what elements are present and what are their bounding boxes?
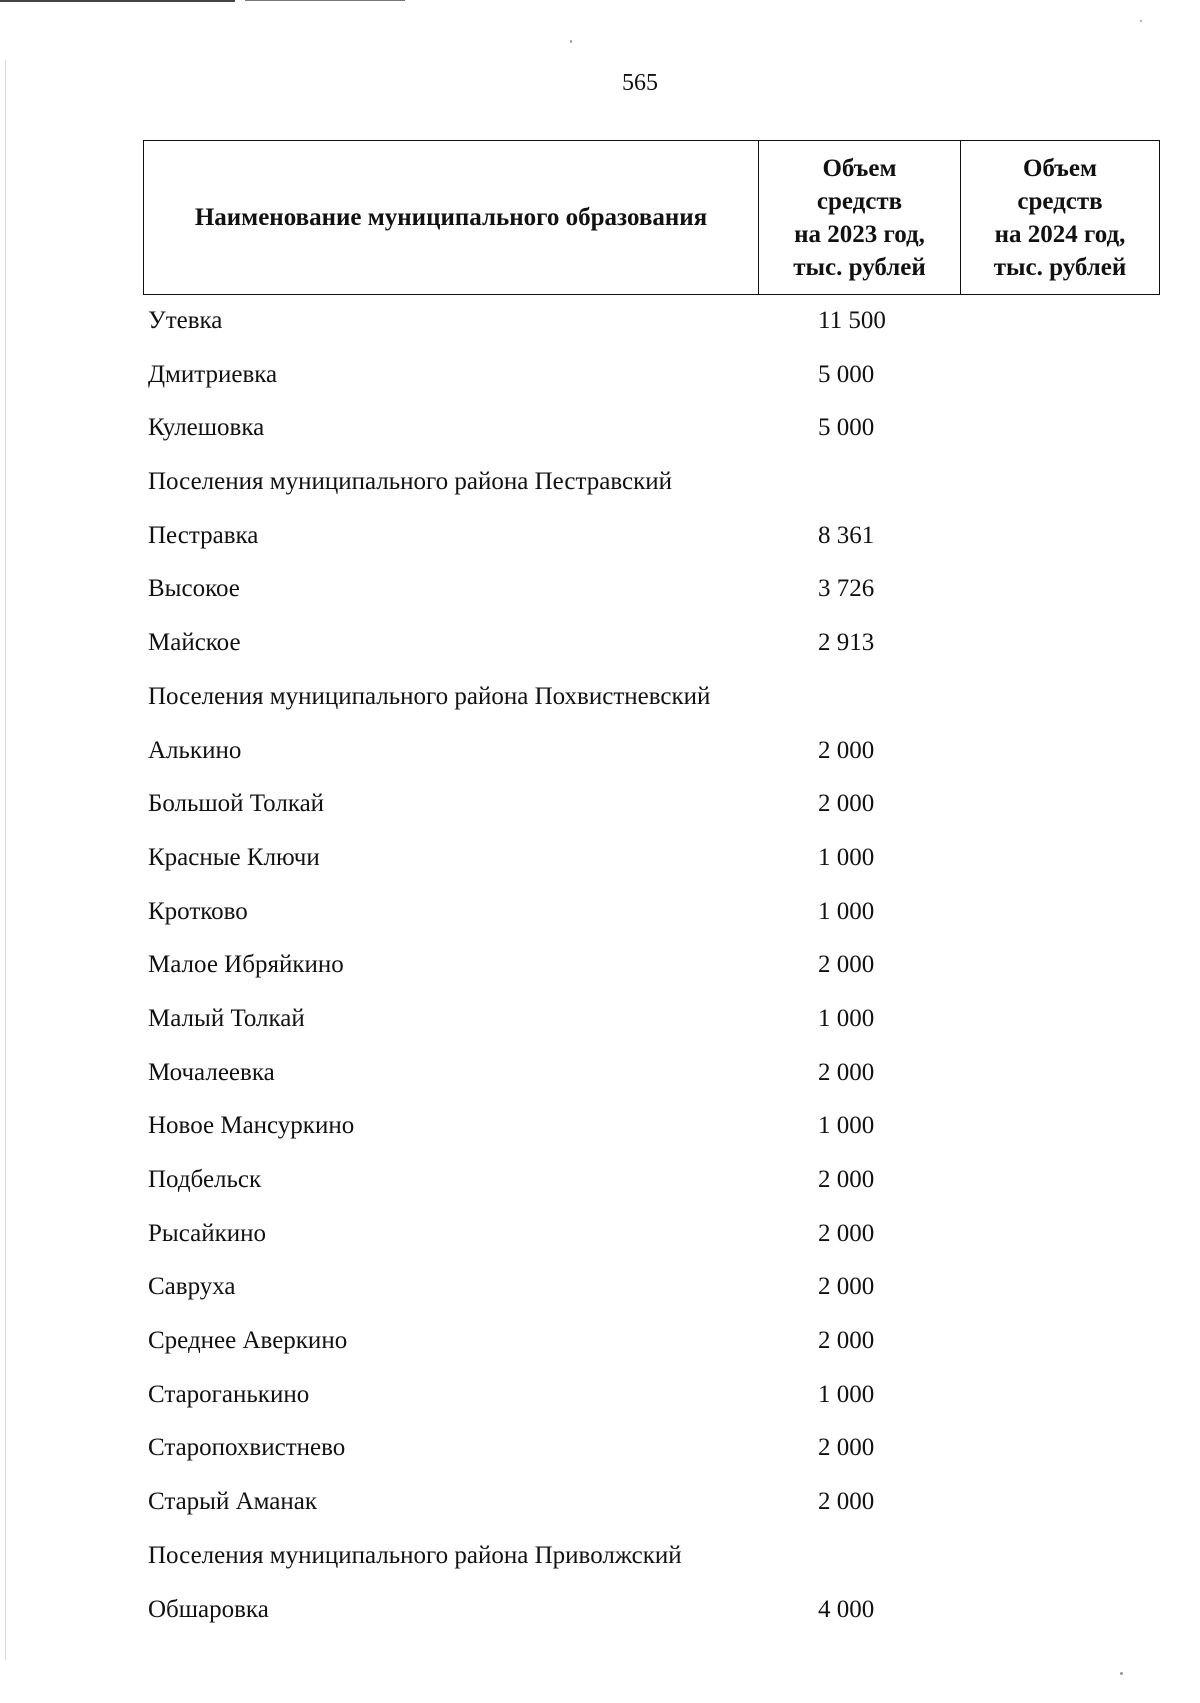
cell-name: Поселения муниципального района Похвистневский	[148, 682, 711, 710]
page-number: 565	[622, 70, 658, 96]
column-header-2023-label: Объем средств на 2023 год, тыс. рублей	[793, 154, 926, 281]
table-row	[0, 1102, 1200, 1156]
table-row	[0, 780, 1200, 834]
cell-value-2023: 2 000	[818, 790, 875, 818]
table-row	[0, 673, 1200, 727]
table-row	[0, 404, 1200, 458]
table-row	[0, 1049, 1200, 1103]
cell-value-2023: 8 361	[818, 521, 875, 549]
table-body	[0, 297, 1200, 1639]
cell-value-2023: 2 000	[818, 1219, 875, 1247]
cell-name: Утевка	[148, 307, 223, 334]
cell-value-2023: 2 913	[818, 629, 875, 657]
cell-name: Малое Ибряйкино	[148, 951, 344, 979]
cell-name: Старый Аманак	[148, 1488, 318, 1516]
table-row	[0, 1156, 1200, 1210]
cell-name: Дмитриевка	[148, 360, 278, 388]
cell-name: Подбельск	[148, 1166, 262, 1193]
cell-value-2023: 2 000	[818, 736, 875, 764]
column-header-2024	[961, 141, 1159, 294]
cell-value-2023: 1 000	[818, 1380, 875, 1408]
scan-speck	[1140, 20, 1142, 22]
table-row	[0, 727, 1200, 781]
column-header-name: Наименование муниципального образования	[144, 141, 759, 294]
cell-name: Высокое	[148, 575, 240, 603]
cell-value-2023: 2 000	[818, 1434, 875, 1462]
table-row	[0, 1532, 1200, 1586]
cell-name: Обшаровка	[148, 1595, 269, 1623]
table-row	[0, 1586, 1200, 1640]
cell-name: Поселения муниципального района Приволжский	[148, 1541, 682, 1569]
cell-name: Большой Толкай	[148, 790, 325, 818]
cell-value-2023: 2 000	[818, 1488, 875, 1516]
cell-name: Кротково	[148, 897, 248, 925]
cell-value-2023: 1 000	[818, 843, 875, 871]
table-row	[0, 565, 1200, 619]
cell-name: Алькино	[148, 736, 242, 764]
cell-value-2023: 2 000	[818, 1273, 875, 1301]
column-header-2024-label: Объем средств на 2024 год, тыс. рублей	[993, 154, 1127, 281]
cell-value-2023: 2 000	[818, 1058, 875, 1086]
cell-value-2023: 1 000	[818, 1004, 875, 1032]
table-row	[0, 834, 1200, 888]
cell-value-2023: 2 000	[818, 1166, 875, 1193]
cell-name: Кулешовка	[148, 414, 265, 442]
cell-value-2023: 2 000	[818, 951, 875, 979]
table-row	[0, 941, 1200, 995]
cell-name: Новое Мансуркино	[148, 1112, 355, 1140]
cell-value-2023: 5 000	[818, 414, 875, 442]
table-row	[0, 888, 1200, 942]
table-row	[0, 297, 1200, 351]
table-row	[0, 1317, 1200, 1371]
cell-value-2023: 5 000	[818, 360, 875, 388]
scan-border-line	[245, 0, 405, 1]
scan-speck	[570, 40, 572, 43]
cell-name: Красные Ключи	[148, 843, 320, 871]
cell-name: Старопохвистнево	[148, 1434, 346, 1462]
cell-name: Пестравка	[148, 521, 259, 549]
cell-value-2023: 11 500	[818, 307, 886, 334]
cell-name: Рысайкино	[148, 1219, 266, 1247]
cell-name: Староганькино	[148, 1380, 310, 1408]
cell-name: Малый Толкай	[148, 1004, 305, 1032]
table-row	[0, 458, 1200, 512]
table-row	[0, 1371, 1200, 1425]
scan-speck	[1120, 1672, 1123, 1675]
cell-name: Савруха	[148, 1273, 236, 1301]
table-row	[0, 351, 1200, 405]
table-row	[0, 995, 1200, 1049]
scan-border-line	[0, 0, 235, 2]
cell-name: Среднее Аверкино	[148, 1327, 348, 1355]
cell-value-2023: 1 000	[818, 897, 875, 925]
table-row	[0, 619, 1200, 673]
table-row	[0, 1263, 1200, 1317]
cell-value-2023: 2 000	[818, 1327, 875, 1355]
table-header	[143, 140, 1160, 295]
table-row	[0, 1210, 1200, 1264]
cell-value-2023: 4 000	[818, 1595, 875, 1623]
table-row	[0, 1424, 1200, 1478]
cell-name: Мочалеевка	[148, 1058, 275, 1086]
column-header-2023	[759, 141, 961, 294]
cell-value-2023: 3 726	[818, 575, 875, 603]
cell-name: Майское	[148, 629, 241, 657]
cell-value-2023: 1 000	[818, 1112, 875, 1140]
table-row	[0, 1478, 1200, 1532]
table-row	[0, 512, 1200, 566]
cell-name: Поселения муниципального района Пестравский	[148, 468, 672, 496]
